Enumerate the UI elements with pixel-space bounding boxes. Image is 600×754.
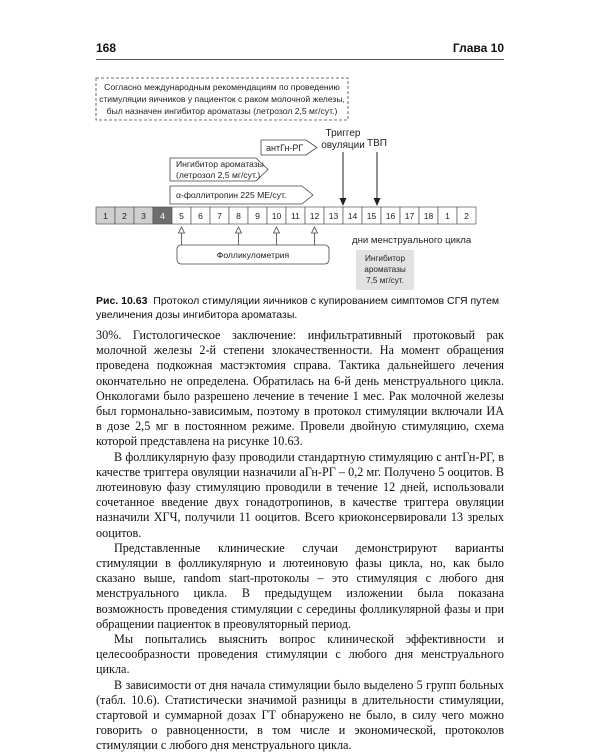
folliculometry-arrow-head [274,227,280,233]
day-number: 7 [217,211,222,221]
aromatase-inhibitor-line-2: (летрозол 2,5 мг/сут.) [176,170,261,180]
day-number: 1 [445,211,450,221]
ai-after-line-2: ароматазы [364,265,406,274]
page-number: 168 [96,41,117,55]
day-number: 10 [271,211,282,221]
day-number: 14 [347,211,358,221]
folliculometry-arrow-head [179,227,185,233]
day-number: 2 [122,211,127,221]
trigger-label-line-2: овуляции [321,140,365,151]
body-text [96,328,504,754]
ai-after-line-3: 7,5 мг/сут. [366,276,404,285]
paragraph-2: В фолликулярную фазу проводили стандартную стимуляцию с антГн-РГ, в качестве триггера овуляции назначили аГн-РГ – 0,2 мг. Получено 5 ооцитов. В лютеиновую фазу стимуляцию проводили в течение 12 дней, использовали сочетанное введение двух гонадотропинов, в качестве триггера овуляции назначили ХГЧ, получили 11 ооцитов. Всего криоконсервировали 13 зрелых ооцитов. [96,449,504,540]
folliculometry-label: Фолликулометрия [216,250,290,260]
recommendation-line-2: стимуляции яичников у пациенток с раком молочной железы, [99,94,345,104]
day-number: 5 [179,211,184,221]
chapter-title: Глава 10 [452,41,504,55]
trigger-label-line-1: Триггер [325,128,361,139]
day-number: 12 [309,211,320,221]
day-number: 1 [103,211,108,221]
day-number: 11 [291,211,300,221]
recommendation-line-3: был назначен ингибитор ароматазы (летрозол 2,5 мг/сут.) [106,106,338,116]
day-number: 6 [198,211,203,221]
folliculometry-arrow-head [236,227,242,233]
day-number: 16 [385,211,396,221]
day-number: 4 [160,211,165,221]
recommendation-line-1: Согласно международным рекомендациям по проведению [104,82,340,92]
day-number: 9 [255,211,260,221]
follitropin-label: α-фоллитропин 225 МЕ/сут. [176,190,287,200]
paragraph-3: Представленные клинические случаи демонстрируют варианты стимуляции в фолликулярную и лютеиновую фазы цикла, но, как было сказано выше, random start-протоколы – это стимуляция с любого дня менструального цикла. В предыдущем изложении была показана возможность проведения стимуляции с середины фолликулярной фазы и при обращении пациенток в преовуляторный период. [96,540,504,631]
day-number: 2 [464,211,469,221]
paragraph-5: В зависимости от дня начала стимуляции было выделено 5 групп больных (табл. 10.6). Статистически значимой разницы в длительности стимуляции, стартовой и суммарной дозах ГТ обнаружено не было, в силу чего можно говорить о равноценности, в том числе и экономической, протоколов стимуляции с любого дня менструального цикла. [96,677,504,753]
caption-text: Протокол стимуляции яичников с купированием симптомов СГЯ путем увеличения дозы ингибитора ароматазы. [96,295,500,321]
folliculometry-arrows [179,227,318,245]
ai-after-line-1: Ингибитор [365,254,405,263]
day-number: 3 [141,211,146,221]
caption-label: Рис. 10.63 [96,295,148,307]
cycle-days-label: дни менструального цикла [352,235,472,246]
antagonist-label: антГн-РГ [266,143,304,153]
folliculometry-arrow-head [312,227,318,233]
day-number: 13 [328,211,339,221]
day-number: 15 [366,211,377,221]
figure-caption [96,294,504,322]
paragraph-4: Мы попытались выяснить вопрос клинической эффективности и целесообразности проведения стимуляции с любого дня менструального цикла. [96,632,504,677]
paragraph-1: 30%. Гистологическое заключение: инфильтративный протоковый рак молочной железы 2-й степени злокачественности. На момент обращения проведена подкожная мастэктомия справа. Тактика дальнейшего лечения окончательно не определена. Обратилась на 6-й день менструального цикла. Онкологами было разрешено лечение в течение 1 мес. Рак молочной железы был гормонально-зависимым, поэтому в протокол стимуляции включали ИА в дозе 2,5 мг в постоянном режиме. Провели двойную стимуляцию, схема которой представлена на рисунке 10.63. [96,328,504,449]
day-number: 18 [423,211,434,221]
tvp-label: ТВП [367,138,387,149]
trigger-arrow-head [340,198,347,206]
tvp-arrow-head [374,198,381,206]
day-strip [96,207,476,224]
day-number: 8 [236,211,241,221]
aromatase-inhibitor-line-1: Ингибитор ароматазы [176,159,264,169]
day-number: 17 [404,211,415,221]
